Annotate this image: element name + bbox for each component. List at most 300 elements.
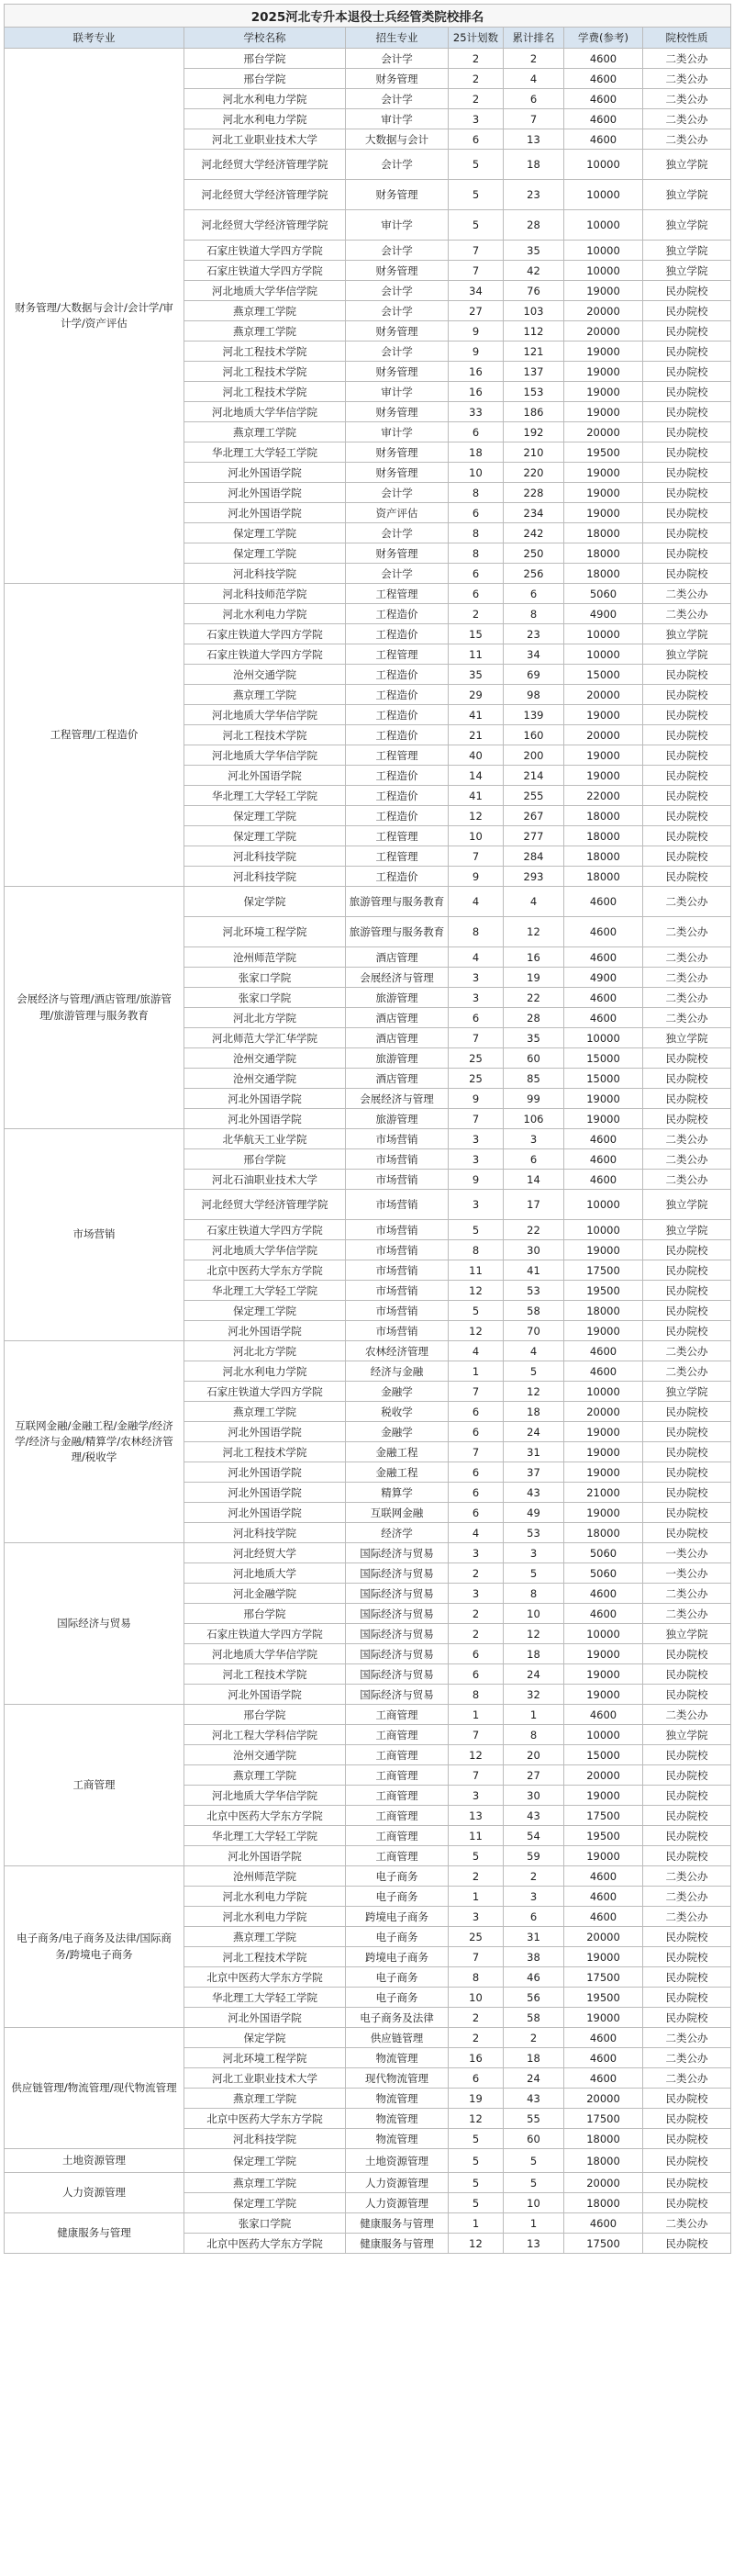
school-type: 独立学院: [643, 1382, 731, 1402]
tuition: 19000: [564, 705, 643, 725]
school-name: 河北外国语学院: [184, 503, 346, 523]
program-name: 工程造价: [346, 806, 449, 826]
school-type: 独立学院: [643, 1190, 731, 1220]
tuition: 10000: [564, 210, 643, 241]
plan-count: 3: [449, 1149, 504, 1170]
major-group-cell: 人力资源管理: [5, 2173, 184, 2213]
cumulative-rank: 234: [504, 503, 564, 523]
school-name: 河北外国语学院: [184, 483, 346, 503]
school-type: 民办院校: [643, 402, 731, 422]
plan-count: 25: [449, 1048, 504, 1069]
plan-count: 6: [449, 1664, 504, 1685]
school-name: 石家庄铁道大学四方学院: [184, 644, 346, 665]
cumulative-rank: 23: [504, 624, 564, 644]
school-name: 河北外国语学院: [184, 1503, 346, 1523]
school-type: 民办院校: [643, 1967, 731, 1988]
school-name: 张家口学院: [184, 988, 346, 1008]
plan-count: 21: [449, 725, 504, 745]
school-name: 张家口学院: [184, 968, 346, 988]
program-name: 市场营销: [346, 1170, 449, 1190]
school-name: 河北外国语学院: [184, 1846, 346, 1866]
school-name: 保定学院: [184, 887, 346, 917]
cumulative-rank: 58: [504, 2008, 564, 2028]
cumulative-rank: 6: [504, 89, 564, 109]
cumulative-rank: 60: [504, 2129, 564, 2149]
school-name: 河北外国语学院: [184, 1685, 346, 1705]
plan-count: 6: [449, 1008, 504, 1028]
cumulative-rank: 6: [504, 584, 564, 604]
program-name: 国际经济与贸易: [346, 1624, 449, 1644]
cumulative-rank: 13: [504, 129, 564, 150]
tuition: 19000: [564, 1442, 643, 1462]
cumulative-rank: 18: [504, 1644, 564, 1664]
cumulative-rank: 70: [504, 1321, 564, 1341]
plan-count: 11: [449, 1826, 504, 1846]
program-name: 工程管理: [346, 745, 449, 766]
plan-count: 2: [449, 89, 504, 109]
cumulative-rank: 4: [504, 1341, 564, 1361]
school-name: 河北工程技术学院: [184, 1664, 346, 1685]
plan-count: 9: [449, 321, 504, 342]
cumulative-rank: 1: [504, 1705, 564, 1725]
school-name: 沧州交通学院: [184, 1069, 346, 1089]
school-type: 民办院校: [643, 826, 731, 846]
cumulative-rank: 153: [504, 382, 564, 402]
tuition: 19000: [564, 1947, 643, 1967]
tuition: 19000: [564, 1846, 643, 1866]
plan-count: 34: [449, 281, 504, 301]
school-type: 二类公办: [643, 1129, 731, 1149]
program-name: 工程造价: [346, 725, 449, 745]
school-type: 民办院校: [643, 2129, 731, 2149]
school-name: 河北经贸大学经济管理学院: [184, 1190, 346, 1220]
tuition: 4600: [564, 109, 643, 129]
school-type: 二类公办: [643, 1170, 731, 1190]
program-name: 市场营销: [346, 1190, 449, 1220]
table-row: [5, 2149, 731, 2173]
major-group-cell: 互联网金融/金融工程/金融学/经济学/经济与金融/精算学/农林经济管理/税收学: [5, 1341, 184, 1543]
school-name: 北京中医药大学东方学院: [184, 1806, 346, 1826]
program-name: 财务管理: [346, 463, 449, 483]
school-type: 二类公办: [643, 1866, 731, 1887]
ranking-table: [4, 4, 731, 2254]
cumulative-rank: 54: [504, 1826, 564, 1846]
tuition: 10000: [564, 1725, 643, 1745]
cumulative-rank: 56: [504, 1988, 564, 2008]
school-name: 河北科技学院: [184, 846, 346, 867]
school-name: 北京中医药大学东方学院: [184, 1260, 346, 1281]
cumulative-rank: 293: [504, 867, 564, 887]
program-name: 财务管理: [346, 69, 449, 89]
cumulative-rank: 22: [504, 988, 564, 1008]
table-row: [5, 1129, 731, 1149]
plan-count: 3: [449, 1543, 504, 1563]
school-name: 邢台学院: [184, 1604, 346, 1624]
program-name: 旅游管理: [346, 1109, 449, 1129]
cumulative-rank: 8: [504, 1725, 564, 1745]
program-name: 财务管理: [346, 442, 449, 463]
tuition: 19000: [564, 483, 643, 503]
plan-count: 8: [449, 1685, 504, 1705]
plan-count: 7: [449, 1109, 504, 1129]
school-name: 燕京理工学院: [184, 1765, 346, 1786]
tuition: 19000: [564, 1089, 643, 1109]
program-name: 农林经济管理: [346, 1341, 449, 1361]
school-name: 保定理工学院: [184, 826, 346, 846]
cumulative-rank: 24: [504, 2068, 564, 2089]
plan-count: 19: [449, 2089, 504, 2109]
tuition: 5060: [564, 1543, 643, 1563]
school-type: 民办院校: [643, 1503, 731, 1523]
program-name: 物流管理: [346, 2129, 449, 2149]
plan-count: 4: [449, 1523, 504, 1543]
school-name: 石家庄铁道大学四方学院: [184, 1624, 346, 1644]
plan-count: 7: [449, 241, 504, 261]
tuition: 19000: [564, 362, 643, 382]
tuition: 19000: [564, 382, 643, 402]
cumulative-rank: 60: [504, 1048, 564, 1069]
school-type: 民办院校: [643, 382, 731, 402]
school-type: 二类公办: [643, 2028, 731, 2048]
plan-count: 7: [449, 1947, 504, 1967]
plan-count: 8: [449, 1967, 504, 1988]
program-name: 审计学: [346, 422, 449, 442]
program-name: 大数据与会计: [346, 129, 449, 150]
school-name: 河北外国语学院: [184, 766, 346, 786]
school-name: 河北外国语学院: [184, 1109, 346, 1129]
school-type: 民办院校: [643, 1240, 731, 1260]
plan-count: 4: [449, 947, 504, 968]
school-type: 民办院校: [643, 1462, 731, 1483]
plan-count: 15: [449, 624, 504, 644]
tuition: 4600: [564, 49, 643, 69]
school-name: 河北地质大学华信学院: [184, 745, 346, 766]
school-type: 二类公办: [643, 1705, 731, 1725]
school-type: 民办院校: [643, 1109, 731, 1129]
cumulative-rank: 7: [504, 109, 564, 129]
school-type: 民办院校: [643, 523, 731, 543]
program-name: 会计学: [346, 301, 449, 321]
major-group-cell: 供应链管理/物流管理/现代物流管理: [5, 2028, 184, 2149]
plan-count: 7: [449, 1725, 504, 1745]
plan-count: 6: [449, 503, 504, 523]
plan-count: 16: [449, 2048, 504, 2068]
plan-count: 9: [449, 1170, 504, 1190]
school-type: 民办院校: [643, 685, 731, 705]
school-name: 华北理工大学轻工学院: [184, 1988, 346, 2008]
program-name: 税收学: [346, 1402, 449, 1422]
school-name: 河北外国语学院: [184, 2008, 346, 2028]
tuition: 15000: [564, 665, 643, 685]
program-name: 电子商务: [346, 1927, 449, 1947]
program-name: 国际经济与贸易: [346, 1563, 449, 1584]
tuition: 20000: [564, 321, 643, 342]
tuition: 18000: [564, 564, 643, 584]
header-row: [5, 28, 731, 49]
cumulative-rank: 8: [504, 604, 564, 624]
tuition: 18000: [564, 806, 643, 826]
plan-count: 5: [449, 2129, 504, 2149]
plan-count: 41: [449, 705, 504, 725]
school-name: 河北石油职业技术大学: [184, 1170, 346, 1190]
tuition: 4600: [564, 1705, 643, 1725]
school-name: 河北地质大学华信学院: [184, 281, 346, 301]
cumulative-rank: 99: [504, 1089, 564, 1109]
cumulative-rank: 32: [504, 1685, 564, 1705]
school-type: 民办院校: [643, 1927, 731, 1947]
tuition: 17500: [564, 1260, 643, 1281]
tuition: 4600: [564, 1584, 643, 1604]
tuition: 10000: [564, 241, 643, 261]
program-name: 财务管理: [346, 362, 449, 382]
program-name: 审计学: [346, 109, 449, 129]
program-name: 工程造价: [346, 786, 449, 806]
tuition: 19500: [564, 1281, 643, 1301]
school-name: 河北地质大学华信学院: [184, 705, 346, 725]
school-name: 河北北方学院: [184, 1341, 346, 1361]
tuition: 10000: [564, 1220, 643, 1240]
school-type: 二类公办: [643, 988, 731, 1008]
plan-count: 4: [449, 1341, 504, 1361]
school-name: 河北外国语学院: [184, 463, 346, 483]
school-type: 二类公办: [643, 2068, 731, 2089]
school-type: 二类公办: [643, 109, 731, 129]
plan-count: 5: [449, 2173, 504, 2193]
ranking-sheet: [4, 4, 730, 2254]
school-type: 民办院校: [643, 442, 731, 463]
program-name: 电子商务: [346, 1967, 449, 1988]
tuition: 20000: [564, 725, 643, 745]
school-name: 燕京理工学院: [184, 321, 346, 342]
plan-count: 7: [449, 1382, 504, 1402]
plan-count: 2: [449, 1563, 504, 1584]
program-name: 国际经济与贸易: [346, 1644, 449, 1664]
cumulative-rank: 30: [504, 1240, 564, 1260]
school-name: 保定理工学院: [184, 2149, 346, 2173]
plan-count: 5: [449, 2149, 504, 2173]
tuition: 20000: [564, 1927, 643, 1947]
program-name: 会展经济与管理: [346, 968, 449, 988]
cumulative-rank: 200: [504, 745, 564, 766]
school-name: 石家庄铁道大学四方学院: [184, 261, 346, 281]
school-type: 独立学院: [643, 180, 731, 210]
school-type: 二类公办: [643, 1604, 731, 1624]
school-type: 民办院校: [643, 766, 731, 786]
cumulative-rank: 1: [504, 2213, 564, 2234]
plan-count: 5: [449, 1220, 504, 1240]
plan-count: 9: [449, 342, 504, 362]
school-name: 邢台学院: [184, 69, 346, 89]
cumulative-rank: 242: [504, 523, 564, 543]
cumulative-rank: 41: [504, 1260, 564, 1281]
school-name: 河北地质大学华信学院: [184, 402, 346, 422]
program-name: 财务管理: [346, 402, 449, 422]
tuition: 20000: [564, 422, 643, 442]
tuition: 4600: [564, 1887, 643, 1907]
program-name: 会计学: [346, 564, 449, 584]
cumulative-rank: 76: [504, 281, 564, 301]
plan-count: 12: [449, 806, 504, 826]
school-type: 民办院校: [643, 2149, 731, 2173]
tuition: 10000: [564, 1382, 643, 1402]
tuition: 22000: [564, 786, 643, 806]
program-name: 精算学: [346, 1483, 449, 1503]
cumulative-rank: 137: [504, 362, 564, 382]
school-name: 邢台学院: [184, 1705, 346, 1725]
plan-count: 3: [449, 1584, 504, 1604]
cumulative-rank: 18: [504, 1402, 564, 1422]
cumulative-rank: 23: [504, 180, 564, 210]
program-name: 跨境电子商务: [346, 1947, 449, 1967]
school-type: 独立学院: [643, 1028, 731, 1048]
plan-count: 6: [449, 1422, 504, 1442]
plan-count: 6: [449, 564, 504, 584]
cumulative-rank: 19: [504, 968, 564, 988]
program-name: 健康服务与管理: [346, 2213, 449, 2234]
school-type: 民办院校: [643, 1644, 731, 1664]
school-type: 二类公办: [643, 1149, 731, 1170]
plan-count: 27: [449, 301, 504, 321]
school-name: 沧州交通学院: [184, 1745, 346, 1765]
program-name: 工程造价: [346, 685, 449, 705]
cumulative-rank: 5: [504, 1361, 564, 1382]
school-type: 独立学院: [643, 241, 731, 261]
tuition: 19500: [564, 1988, 643, 2008]
program-name: 会计学: [346, 483, 449, 503]
tuition: 4600: [564, 1170, 643, 1190]
school-name: 燕京理工学院: [184, 2089, 346, 2109]
school-type: 一类公办: [643, 1563, 731, 1584]
program-name: 电子商务: [346, 1866, 449, 1887]
school-type: 民办院校: [643, 362, 731, 382]
program-name: 国际经济与贸易: [346, 1664, 449, 1685]
cumulative-rank: 8: [504, 1584, 564, 1604]
program-name: 金融学: [346, 1422, 449, 1442]
school-type: 二类公办: [643, 1584, 731, 1604]
program-name: 工程造价: [346, 867, 449, 887]
cumulative-rank: 53: [504, 1281, 564, 1301]
program-name: 市场营销: [346, 1149, 449, 1170]
school-type: 独立学院: [643, 150, 731, 180]
program-name: 工程造价: [346, 766, 449, 786]
tuition: 15000: [564, 1069, 643, 1089]
cumulative-rank: 24: [504, 1422, 564, 1442]
plan-count: 6: [449, 1644, 504, 1664]
plan-count: 25: [449, 1927, 504, 1947]
school-type: 二类公办: [643, 1341, 731, 1361]
plan-count: 3: [449, 1786, 504, 1806]
cumulative-rank: 228: [504, 483, 564, 503]
school-name: 河北师范大学汇华学院: [184, 1028, 346, 1048]
tuition: 20000: [564, 1402, 643, 1422]
school-type: 民办院校: [643, 2193, 731, 2213]
major-group-cell: 市场营销: [5, 1129, 184, 1341]
plan-count: 3: [449, 988, 504, 1008]
tuition: 10000: [564, 1028, 643, 1048]
tuition: 10000: [564, 624, 643, 644]
program-name: 金融工程: [346, 1462, 449, 1483]
tuition: 15000: [564, 1745, 643, 1765]
school-name: 河北外国语学院: [184, 1321, 346, 1341]
school-type: 独立学院: [643, 644, 731, 665]
cumulative-rank: 43: [504, 1806, 564, 1826]
plan-count: 6: [449, 1483, 504, 1503]
school-type: 二类公办: [643, 2048, 731, 2068]
school-name: 河北外国语学院: [184, 1422, 346, 1442]
school-name: 燕京理工学院: [184, 1927, 346, 1947]
school-type: 民办院校: [643, 1765, 731, 1786]
school-name: 河北地质大学华信学院: [184, 1240, 346, 1260]
plan-count: 5: [449, 1301, 504, 1321]
tuition: 19000: [564, 745, 643, 766]
school-type: 独立学院: [643, 1725, 731, 1745]
school-name: 沧州交通学院: [184, 1048, 346, 1069]
school-name: 河北科技学院: [184, 1523, 346, 1543]
school-name: 北京中医药大学东方学院: [184, 2234, 346, 2254]
cumulative-rank: 35: [504, 241, 564, 261]
table-row: [5, 49, 731, 69]
plan-count: 3: [449, 1129, 504, 1149]
cumulative-rank: 6: [504, 1149, 564, 1170]
plan-count: 5: [449, 2193, 504, 2213]
program-name: 旅游管理与服务教育: [346, 887, 449, 917]
plan-count: 10: [449, 463, 504, 483]
school-type: 二类公办: [643, 2213, 731, 2234]
plan-count: 1: [449, 1361, 504, 1382]
school-type: 民办院校: [643, 1422, 731, 1442]
plan-count: 2: [449, 604, 504, 624]
tuition: 10000: [564, 644, 643, 665]
program-name: 旅游管理与服务教育: [346, 917, 449, 947]
school-name: 石家庄铁道大学四方学院: [184, 241, 346, 261]
school-type: 民办院校: [643, 564, 731, 584]
school-type: 民办院校: [643, 1826, 731, 1846]
program-name: 供应链管理: [346, 2028, 449, 2048]
program-name: 会计学: [346, 281, 449, 301]
tuition: 19000: [564, 1786, 643, 1806]
program-name: 旅游管理: [346, 988, 449, 1008]
plan-count: 16: [449, 362, 504, 382]
cumulative-rank: 42: [504, 261, 564, 281]
cumulative-rank: 10: [504, 1604, 564, 1624]
tuition: 19000: [564, 1422, 643, 1442]
program-name: 资产评估: [346, 503, 449, 523]
school-type: 二类公办: [643, 1887, 731, 1907]
tuition: 4600: [564, 89, 643, 109]
plan-count: 2: [449, 69, 504, 89]
school-type: 民办院校: [643, 1523, 731, 1543]
plan-count: 14: [449, 766, 504, 786]
tuition: 20000: [564, 301, 643, 321]
tuition: 17500: [564, 2234, 643, 2254]
plan-count: 2: [449, 1604, 504, 1624]
program-name: 会计学: [346, 342, 449, 362]
tuition: 10000: [564, 1190, 643, 1220]
tuition: 19000: [564, 402, 643, 422]
program-name: 市场营销: [346, 1301, 449, 1321]
plan-count: 5: [449, 180, 504, 210]
plan-count: 6: [449, 584, 504, 604]
school-name: 沧州交通学院: [184, 665, 346, 685]
plan-count: 10: [449, 1988, 504, 2008]
plan-count: 5: [449, 1846, 504, 1866]
school-type: 民办院校: [643, 2173, 731, 2193]
school-name: 河北环境工程学院: [184, 917, 346, 947]
school-type: 民办院校: [643, 422, 731, 442]
school-type: 民办院校: [643, 543, 731, 564]
program-name: 会计学: [346, 150, 449, 180]
plan-count: 8: [449, 483, 504, 503]
